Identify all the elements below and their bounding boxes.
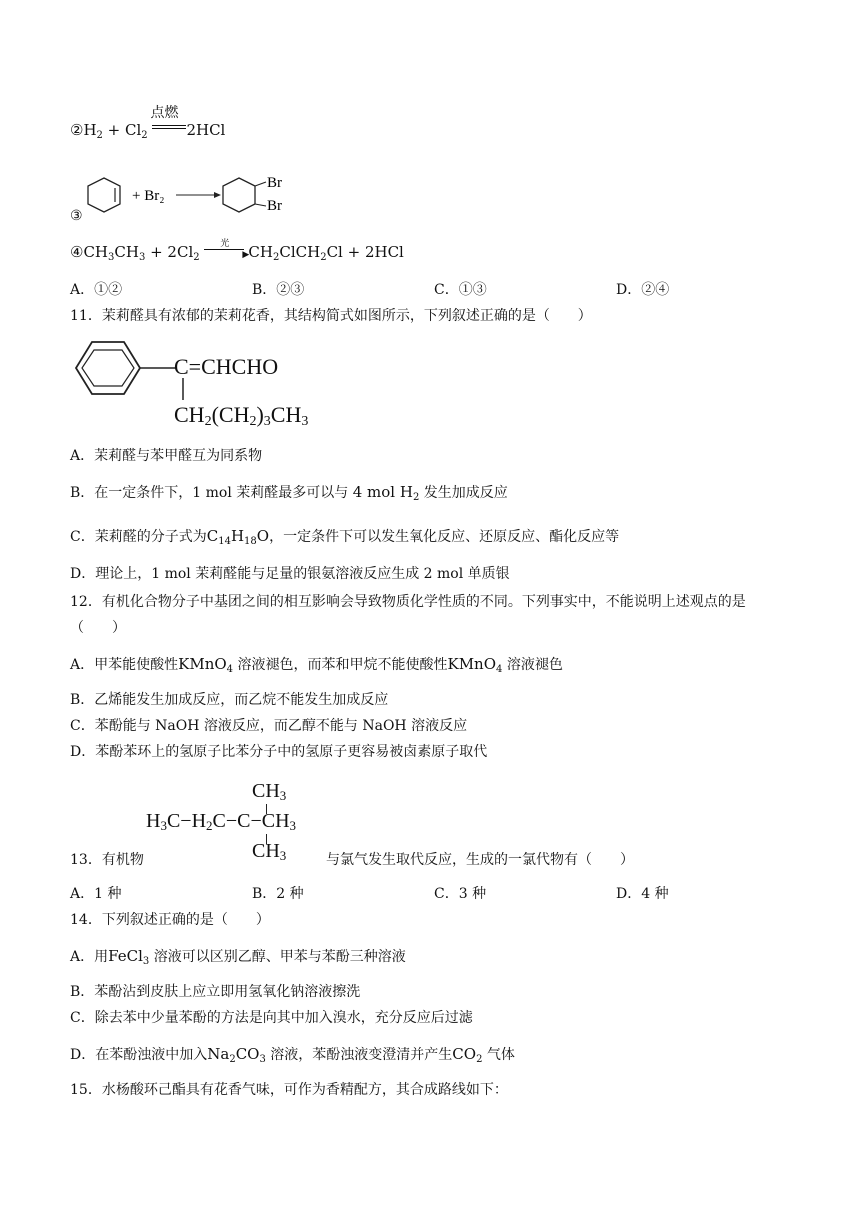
q11-option-b[interactable]: B．在一定条件下，1 mol 茉莉醛最多可以与 4 mol $H_2$ 发生加成反应: [70, 483, 508, 503]
q15-stem: 15．水杨酸环己酯具有花香气味，可作为香精配方，其合成路线如下：: [70, 1082, 508, 1098]
q14-stem: 14．下列叙述正确的是（ ）: [70, 912, 270, 928]
double-arrow-equals: 点燃: [152, 125, 186, 135]
q10-option-c[interactable]: C．①③: [434, 282, 487, 298]
q12-option-a[interactable]: A．甲苯能使酸性KMnO$_4$ 溶液褪色，而苯和甲烷不能使酸性KMnO$_4$ 溶液褪色: [70, 655, 563, 675]
q11-option-d[interactable]: D．理论上，1 mol 茉莉醛能与足量的银氨溶液反应生成 2 mol 单质银: [70, 566, 510, 582]
q13-structure: $CH_3$ $H_3C-H_2C-C-CH_3$ $CH_3$: [146, 780, 297, 863]
q12-stem: 12．有机化合物分子中基团之间的相互影响会导致物质化学性质的不同。下列事实中，不能说明上述观点的是: [70, 594, 746, 610]
q14-option-a[interactable]: A．用FeCl$_3$ 溶液可以区别乙醇、甲苯与苯酚三种溶液: [70, 947, 406, 967]
cyclohexene-bromination-diagram: [84, 170, 344, 220]
q12-option-b[interactable]: B．乙烯能发生加成反应，而乙烷不能发生加成反应: [70, 692, 389, 708]
struct-top-label: C=CHCHO: [174, 354, 279, 379]
dibromocyclohexane-ring: [223, 178, 255, 212]
q13-stem-pre: 13．有机物: [70, 852, 144, 868]
q13-option-d[interactable]: D．4 种: [616, 886, 669, 902]
reaction-4: $④CH_3CH_3 + 2Cl_2$ 光 ▶ $CH_2ClCH_2Cl + 2HCl$: [70, 239, 404, 263]
q10-option-a[interactable]: A．①②: [70, 282, 123, 298]
q13-option-a[interactable]: A．1 种: [70, 886, 122, 902]
light-arrow: 光 ▶: [204, 247, 248, 257]
reaction-3: ③ + Br₂ Br Br: [70, 170, 370, 220]
q10-option-d[interactable]: D．②④: [616, 282, 670, 298]
q11-option-a[interactable]: A．茉莉醛与苯甲醛互为同系物: [70, 448, 263, 464]
br-label-bottom: Br: [267, 198, 282, 214]
jasminaldehyde-structure: [72, 338, 372, 434]
arrow-head: [214, 192, 221, 198]
q14-option-b[interactable]: B．苯酚沾到皮肤上应立即用氢氧化钠溶液擦洗: [70, 984, 361, 1000]
q14-option-c[interactable]: C．除去苯中少量苯酚的方法是向其中加入溴水，充分反应后过滤: [70, 1010, 473, 1026]
q10-option-b[interactable]: B．②③: [252, 282, 305, 298]
q14-option-d[interactable]: D．在苯酚浊液中加入$Na_2CO_3$ 溶液，苯酚浊液变澄清并产生$CO_2$ 气体: [70, 1045, 515, 1065]
q13-stem-post: 与氯气发生取代反应，生成的一氯代物有（ ）: [326, 852, 634, 868]
br-label-top: Br: [267, 175, 282, 191]
q12-stem-bracket: （ ）: [70, 620, 126, 636]
benzene-inner-ring: [82, 350, 134, 386]
br2-reagent: + Br₂: [132, 188, 165, 204]
q11-stem: 11．茉莉醛具有浓郁的茉莉花香，其结构简式如图所示，下列叙述正确的是（ ）: [70, 308, 592, 324]
struct-bottom-label: $CH_2(CH_2)_3CH_3$: [174, 402, 309, 429]
q12-option-c[interactable]: C．苯酚能与 NaOH 溶液反应，而乙醇不能与 NaOH 溶液反应: [70, 718, 468, 734]
reaction-2: $②H_2 + Cl_2$ 点燃 2HCl: [70, 105, 226, 141]
q13-option-b[interactable]: B．2 种: [252, 886, 304, 902]
q11-option-c[interactable]: C．茉莉醛的分子式为$C_{14}H_{18}O$，一定条件下可以发生氧化反应、还原反应、酯化反应等: [70, 527, 620, 547]
q13-option-c[interactable]: C．3 种: [434, 886, 487, 902]
q12-option-d[interactable]: D．苯酚苯环上的氢原子比苯分子中的氢原子更容易被卤素原子取代: [70, 744, 488, 760]
